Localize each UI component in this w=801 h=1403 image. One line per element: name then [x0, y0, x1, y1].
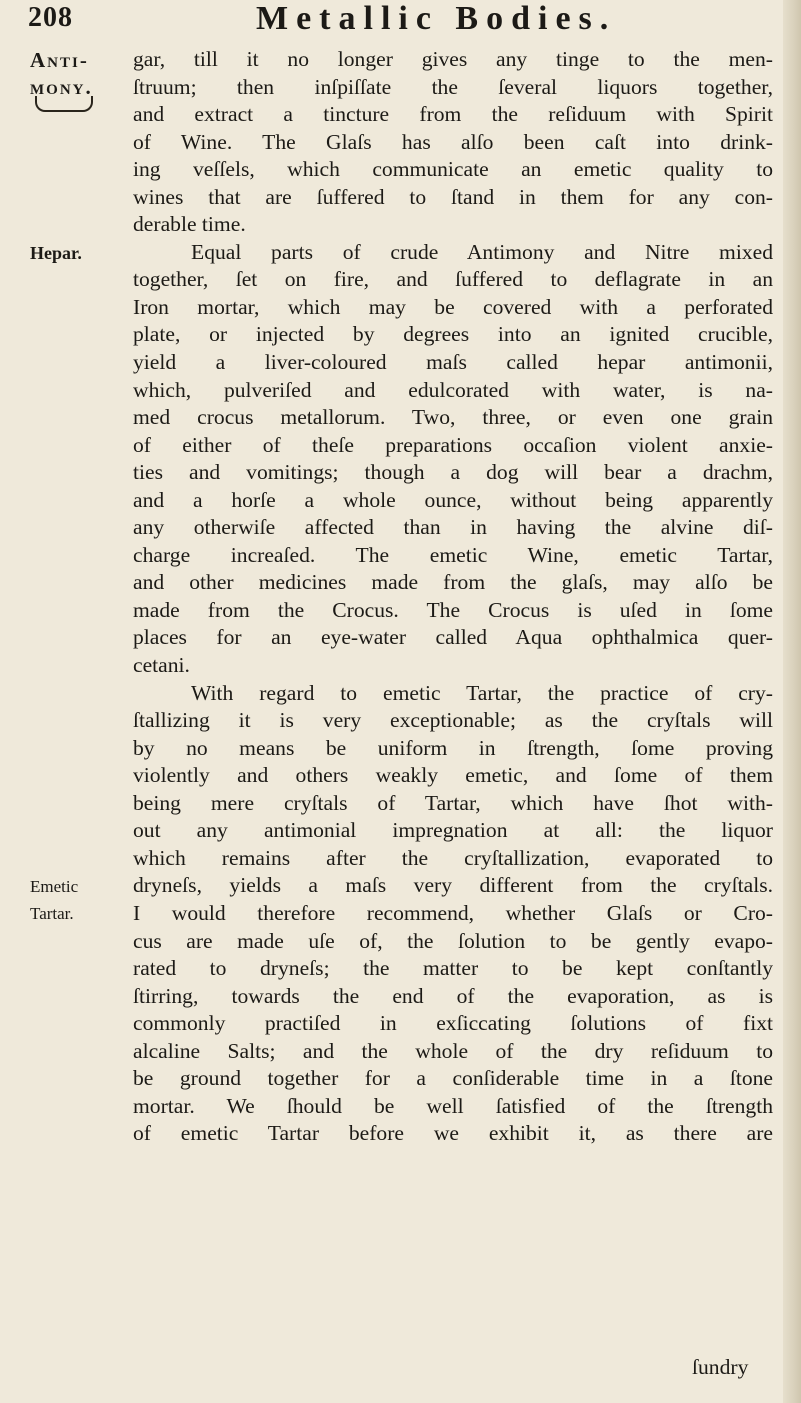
text-line: I would therefore recommend, whether Glaſs or Cro-	[133, 900, 773, 925]
text-line: Iron mortar, which may be covered with a perforated	[133, 294, 773, 319]
text-line: alcaline Salts; and the whole of the dry reſiduum to	[133, 1038, 773, 1063]
margin-note-tartar: Tartar.	[30, 904, 74, 923]
margin-note-emetic: Emetic	[30, 877, 79, 896]
text-line: With regard to emetic Tartar, the practice of cry-	[191, 680, 773, 705]
body-text	[133, 46, 773, 1148]
text-line: and other medicines made from the glaſs, may alſo be	[133, 570, 773, 595]
margin-brace	[35, 96, 93, 112]
text-line: places for an eye-water called Aqua ophthalmica quer-	[133, 625, 773, 650]
catchword: ſundry	[692, 1355, 749, 1379]
text-line: which remains after the cryſtallization, evaporated to	[133, 845, 773, 870]
text-line: plate, or injected by degrees into an ignited crucible,	[133, 322, 773, 347]
text-line: made from the Crocus. The Crocus is uſed in ſome	[133, 597, 773, 622]
text-line: med crocus metallorum. Two, three, or even one grain	[133, 405, 773, 430]
text-line: charge increaſed. The emetic Wine, emetic Tartar,	[133, 542, 773, 567]
margin-note-mony: mony.	[30, 75, 93, 99]
text-line: ſtirring, towards the end of the evaporation, as is	[133, 983, 773, 1008]
text-line: of emetic Tartar before we exhibit it, as there are	[133, 1121, 773, 1146]
running-head: Metallic Bodies.	[256, 0, 617, 37]
text-line: cus are made uſe of, the ſolution to be gently evapo-	[133, 928, 773, 953]
text-line: any otherwiſe affected than in having the alvine diſ-	[133, 515, 773, 540]
text-line: gar, till it no longer gives any tinge to the men-	[133, 47, 773, 71]
text-line: rated to dryneſs; the matter to be kept conſtantly	[133, 956, 773, 981]
text-line: yield a liver-coloured maſs called hepar antimonii,	[133, 350, 773, 375]
text-line: be ground together for a conſiderable time in a ſtone	[133, 1066, 773, 1091]
text-line: dryneſs, yields a maſs very different from the cryſtals.	[133, 873, 773, 898]
text-line: of Wine. The Glaſs has alſo been caſt into drink-	[133, 129, 773, 154]
text-line: ſtruum; then inſpiſſate the ſeveral liquors together,	[133, 74, 773, 99]
text-line: of either of theſe preparations occaſion violent anxie-	[133, 432, 773, 457]
margin-note-anti: Anti-	[30, 48, 89, 72]
text-line: cetani.	[133, 653, 190, 678]
text-line: ſtallizing it is very exceptionable; as the cryſtals will	[133, 708, 773, 733]
text-line: out any antimonial impregnation at all: the liquor	[133, 818, 773, 843]
text-line: ing veſſels, which communicate an emetic quality to	[133, 157, 773, 182]
text-line: ties and vomitings; though a dog will bear a drachm,	[133, 460, 773, 485]
text-line: and a horſe a whole ounce, without being apparently	[133, 487, 773, 512]
text-line: which, pulveriſed and edulcorated with water, is na-	[133, 377, 773, 402]
margin-note-hepar: Hepar.	[30, 243, 82, 263]
text-line: and extract a tincture from the reſiduum with Spirit	[133, 102, 773, 127]
text-line: violently and others weakly emetic, and ſome of them	[133, 763, 773, 788]
text-line: together, ſet on fire, and ſuffered to deflagrate in an	[133, 267, 773, 292]
page-number: 208	[28, 2, 73, 33]
text-line: being mere cryſtals of Tartar, which have ſhot with-	[133, 790, 773, 815]
page-edge-shadow	[783, 0, 801, 1403]
text-line: by no means be uniform in ſtrength, ſome proving	[133, 735, 773, 760]
text-line: mortar. We ſhould be well ſatisfied of the ſtrength	[133, 1093, 773, 1118]
text-line: Equal parts of crude Antimony and Nitre mixed	[191, 239, 773, 264]
text-line: wines that are ſuffered to ſtand in them for any con-	[133, 184, 773, 209]
text-line: derable time.	[133, 212, 246, 237]
text-line: commonly practiſed in exſiccating ſolutions of fixt	[133, 1011, 773, 1036]
